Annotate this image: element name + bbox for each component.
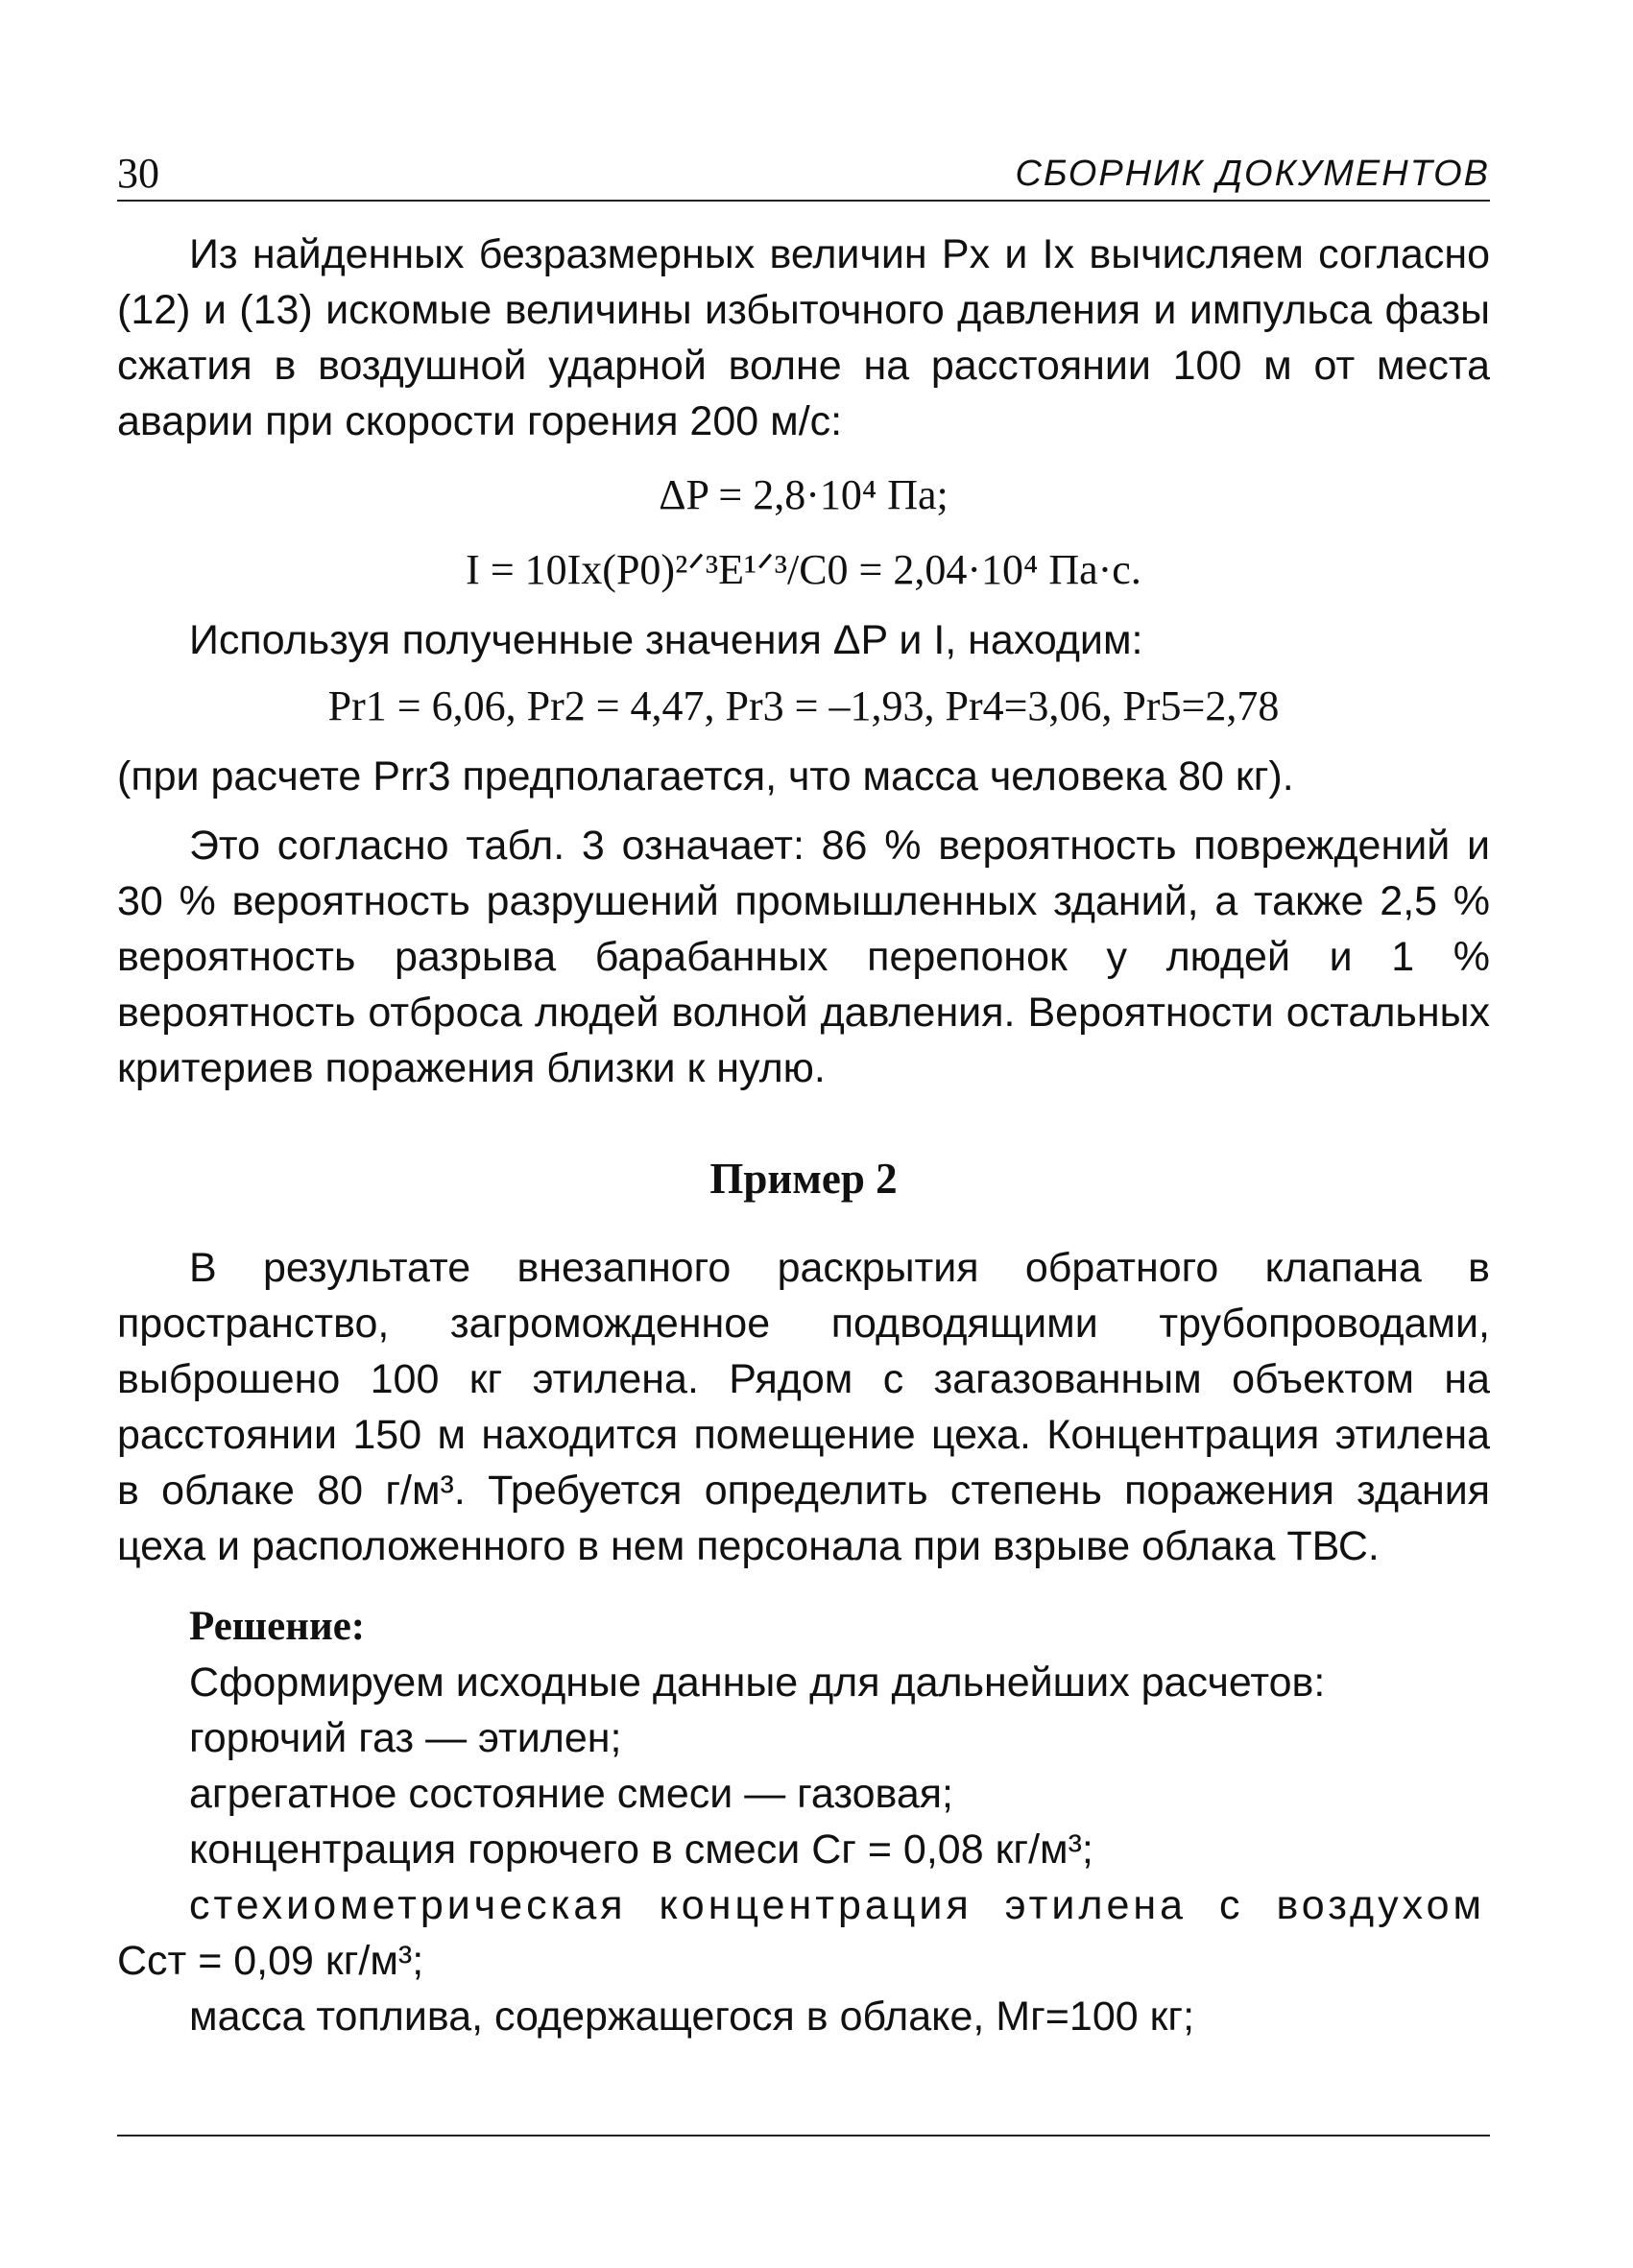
footer-rule	[117, 2135, 1490, 2137]
solution-line: масса топлива, содержащегося в облаке, Mг=100 кг;	[189, 1993, 1195, 2040]
paragraph-example-statement: В результате внезапного раскрытия обратного клапана в пространство, загроможденное подводящими трубопроводами, выброшено 100 кг этилена. Рядом с загазованным объектом на расстоянии 150 м находится помещение цеха. Концентрация этилена в облаке 80 г/м³. Требуется определить степень поражения здания цеха и расположенного в нем персонала при взрыве облака ТВС.	[117, 1245, 1490, 1569]
formula-probit-values: Pr1 = 6,06, Pr2 = 4,47, Pr3 = –1,93, Pr4=3,06, Pr5=2,78	[327, 682, 1280, 729]
solution-line: горючий газ — этилен;	[189, 1715, 622, 1761]
header-rule	[117, 200, 1490, 202]
solution-line: стехиометрическая концентрация этилена с воздухом	[189, 1882, 1486, 1928]
page-header	[117, 144, 1490, 202]
solution-heading: Решение:	[189, 1604, 366, 1649]
example-heading: Пример 2	[709, 1155, 898, 1203]
page-body	[117, 227, 1490, 2044]
formula-impulse: I = 10Ix(P0)²ᐟ³E¹ᐟ³/C0 = 2,04·10⁴ Па·с.	[466, 546, 1141, 593]
paragraph-using-values: Используя полученные значения ΔP и I, находим:	[189, 617, 1143, 663]
solution-line: Сформируем исходные данные для дальнейших расчетов:	[189, 1659, 1326, 1706]
paragraph-mass-note: (при расчете Prr3 предполагается, что масса человека 80 кг).	[117, 753, 1294, 800]
solution-line: Cст = 0,09 кг/м³;	[117, 1938, 424, 1984]
solution-line: агрегатное состояние смеси — газовая;	[189, 1771, 954, 1817]
page-number: 30	[117, 150, 159, 197]
running-title: СБОРНИК ДОКУМЕНТОВ	[1015, 154, 1490, 194]
solution-line: концентрация горючего в смеси Cг = 0,08 кг/м³;	[189, 1826, 1093, 1873]
paragraph-probabilities: Это согласно табл. 3 означает: 86 % вероятность повреждений и 30 % вероятность разрушений промышленных зданий, а также 2,5 % вероятность разрыва барабанных перепонок у людей и 1 % вероятность отброса людей волной давления. Вероятности остальных критериев поражения близки к нулю.	[117, 823, 1490, 1091]
paragraph-calculation-intro: Из найденных безразмерных величин Px и Ix вычисляем согласно (12) и (13) искомые величины избыточного давления и импульса фазы сжатия в воздушной ударной волне на расстоянии 100 м от места аварии при скорости горения 200 м/с:	[117, 231, 1490, 444]
formula-pressure: ΔP = 2,8·10⁴ Па;	[659, 471, 949, 518]
